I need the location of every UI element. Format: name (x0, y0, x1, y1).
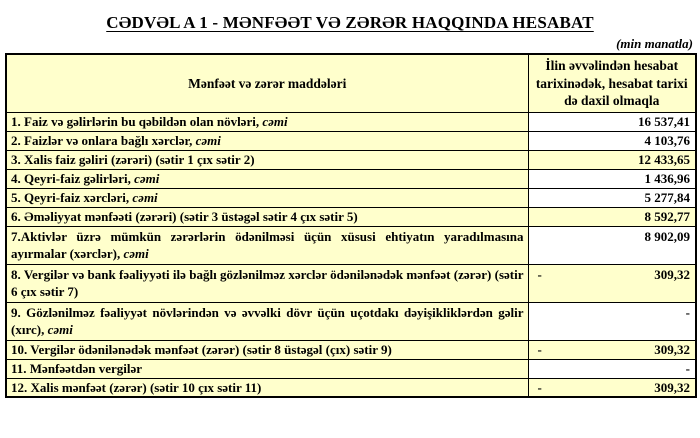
row-label (6, 226, 528, 264)
table-header (6, 54, 696, 112)
header-items-column: Mənfəət və zərər maddələri (6, 54, 528, 112)
header-row (6, 54, 696, 112)
row-label-text: 7.Aktivlər üzrə mümkün zərərlərin ödənilməsi üçün xüsusi ehtiyatın yaradılmasına ayırmalar (xərclər), (11, 228, 524, 262)
row-value-cell (528, 226, 696, 264)
row-value: 309,32 (654, 379, 690, 395)
row-label-italic-suffix: cəmi (134, 171, 160, 187)
row-label (6, 340, 528, 359)
row-label (6, 378, 528, 397)
row-value-wrap (538, 379, 691, 397)
row-value-wrap (538, 304, 691, 322)
header-period-column: İlin əvvəlindən hesabat tarixinədək, hesabat tarixi də daxil olmaqla (528, 54, 696, 112)
unit-note: (min manatla) (616, 36, 693, 51)
row-value-cell (528, 359, 696, 378)
row-label-text: 5. Qeyri-faiz xərcləri, (11, 190, 133, 206)
row-label (6, 302, 528, 340)
table-row (6, 131, 696, 150)
row-value: 309,32 (654, 266, 690, 282)
row-value: 1 436,96 (644, 171, 690, 187)
row-value: - (685, 304, 690, 320)
row-label-text: 9. Gözlənilməz fəaliyyət növlərindən və əvvəlki dövr üçün uçotdakı dəyişikliklərdən gəlir (xırc), (11, 304, 524, 338)
report-table-body (6, 112, 696, 397)
row-value-cell (528, 207, 696, 226)
row-value-wrap (538, 113, 691, 131)
row-label-text: 1. Faiz və gəlirlərin bu qəbildən olan növləri, (11, 114, 263, 130)
row-label-text: 8. Vergilər və bank fəaliyyəti ilə bağlı gözlənilməz xərclər ödənilənədək mənfəət (zərər) (sətir 6 çıx sətir 7) (11, 266, 524, 300)
row-value-cell (528, 188, 696, 207)
row-value: 8 902,09 (644, 228, 690, 244)
table-row (6, 188, 696, 207)
table-row (6, 169, 696, 188)
row-value-wrap (538, 360, 691, 378)
table-row (6, 150, 696, 169)
row-label-italic-suffix: cəmi (262, 114, 288, 130)
row-value: 8 592,77 (644, 209, 690, 225)
table-row (6, 207, 696, 226)
row-value: 5 277,84 (644, 190, 690, 206)
report-page (0, 13, 700, 438)
row-label (6, 150, 528, 169)
row-label-text: 3. Xalis faiz gəliri (zərəri) (sətir 1 çıx sətir 2) (11, 152, 255, 168)
row-label-italic-suffix: cəmi (123, 246, 149, 262)
row-value: 12 433,65 (638, 152, 690, 168)
table-row (6, 112, 696, 131)
row-label-text: 10. Vergilər ödənilənədək mənfəət (zərər) (sətir 8 üstəgəl (çıx) sətir 9) (11, 342, 392, 358)
row-label (6, 359, 528, 378)
row-label (6, 264, 528, 302)
row-value-cell (528, 169, 696, 188)
row-label (6, 131, 528, 150)
row-value: 4 103,76 (644, 133, 690, 149)
row-value-cell (528, 150, 696, 169)
row-value-cell (528, 112, 696, 131)
row-value-wrap (538, 228, 691, 246)
row-value-wrap (538, 189, 691, 207)
row-value-wrap (538, 170, 691, 188)
row-label (6, 112, 528, 131)
row-value-cell (528, 264, 696, 302)
table-row (6, 340, 696, 359)
row-value: 309,32 (654, 342, 690, 358)
row-value-wrap (538, 132, 691, 150)
row-value-wrap (538, 208, 691, 226)
row-value-cell (528, 302, 696, 340)
row-value-wrap (538, 151, 691, 169)
row-label (6, 207, 528, 226)
row-label-text: 4. Qeyri-faiz gəlirləri, (11, 171, 135, 187)
table-row (6, 302, 696, 340)
row-label-text: 6. Əməliyyat mənfəəti (zərəri) (sətir 3 üstəgəl sətir 4 çıx sətir 5) (11, 209, 358, 225)
row-label-italic-suffix: cəmi (47, 322, 73, 338)
row-value: 16 537,41 (638, 114, 690, 130)
row-value-wrap (538, 266, 691, 284)
row-value: - (685, 361, 690, 377)
row-value-cell (528, 131, 696, 150)
row-value-cell (528, 378, 696, 397)
table-row (6, 226, 696, 264)
profit-loss-table (5, 53, 697, 398)
row-label (6, 188, 528, 207)
row-label (6, 169, 528, 188)
negative-sign: - (537, 379, 542, 395)
negative-sign: - (537, 266, 542, 282)
page-title: CƏDVƏL A 1 - MƏNFƏƏT VƏ ZƏRƏR HAQQINDA HESABAT (106, 13, 594, 32)
row-value-wrap (538, 341, 691, 359)
table-row (6, 264, 696, 302)
table-row (6, 378, 696, 397)
row-label-text: 11. Mənfəətdən vergilər (11, 361, 143, 377)
row-label-text: 2. Faizlər və onlara bağlı xərclər, (11, 133, 196, 149)
row-value-cell (528, 340, 696, 359)
negative-sign: - (537, 342, 542, 358)
table-row (6, 359, 696, 378)
row-label-text: 12. Xalis mənfəət (zərər) (sətir 10 çıx sətir 11) (11, 379, 262, 395)
row-label-italic-suffix: cəmi (195, 133, 221, 149)
row-label-italic-suffix: cəmi (132, 190, 158, 206)
